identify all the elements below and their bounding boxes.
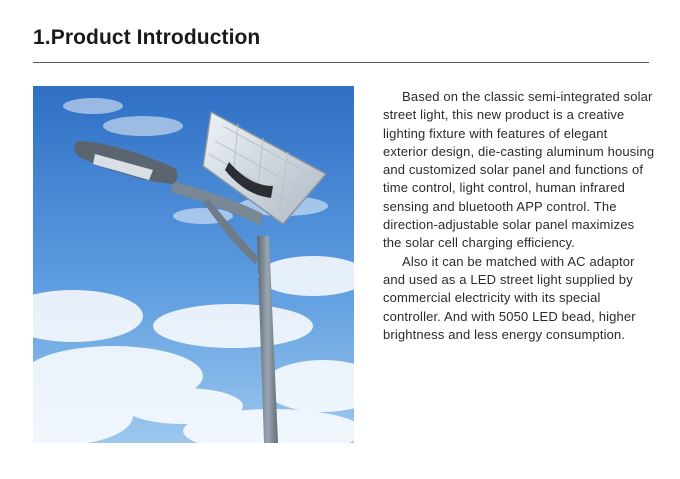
description-paragraph-2: Also it can be matched with AC adaptor and used as a LED street light supplied by commercial electricity with its special controller. And with 5050 LED bead, higher brightness and less energy consumption.: [383, 253, 636, 342]
section-title: 1.Product Introduction: [33, 26, 261, 49]
description-paragraph-1: Based on the classic semi-integrated solar street light, this new product is a creative lighting fixture with features of elegant exterior design, die-casting aluminum housing and customized solar panel and functions of time control, light control, human infrared sensing and bluetooth APP control. The direction-adjustable solar panel maximizes the solar cell charging efficiency.: [383, 89, 655, 251]
product-photo: [33, 86, 354, 443]
title-divider: [33, 62, 649, 63]
product-description: [383, 88, 655, 344]
